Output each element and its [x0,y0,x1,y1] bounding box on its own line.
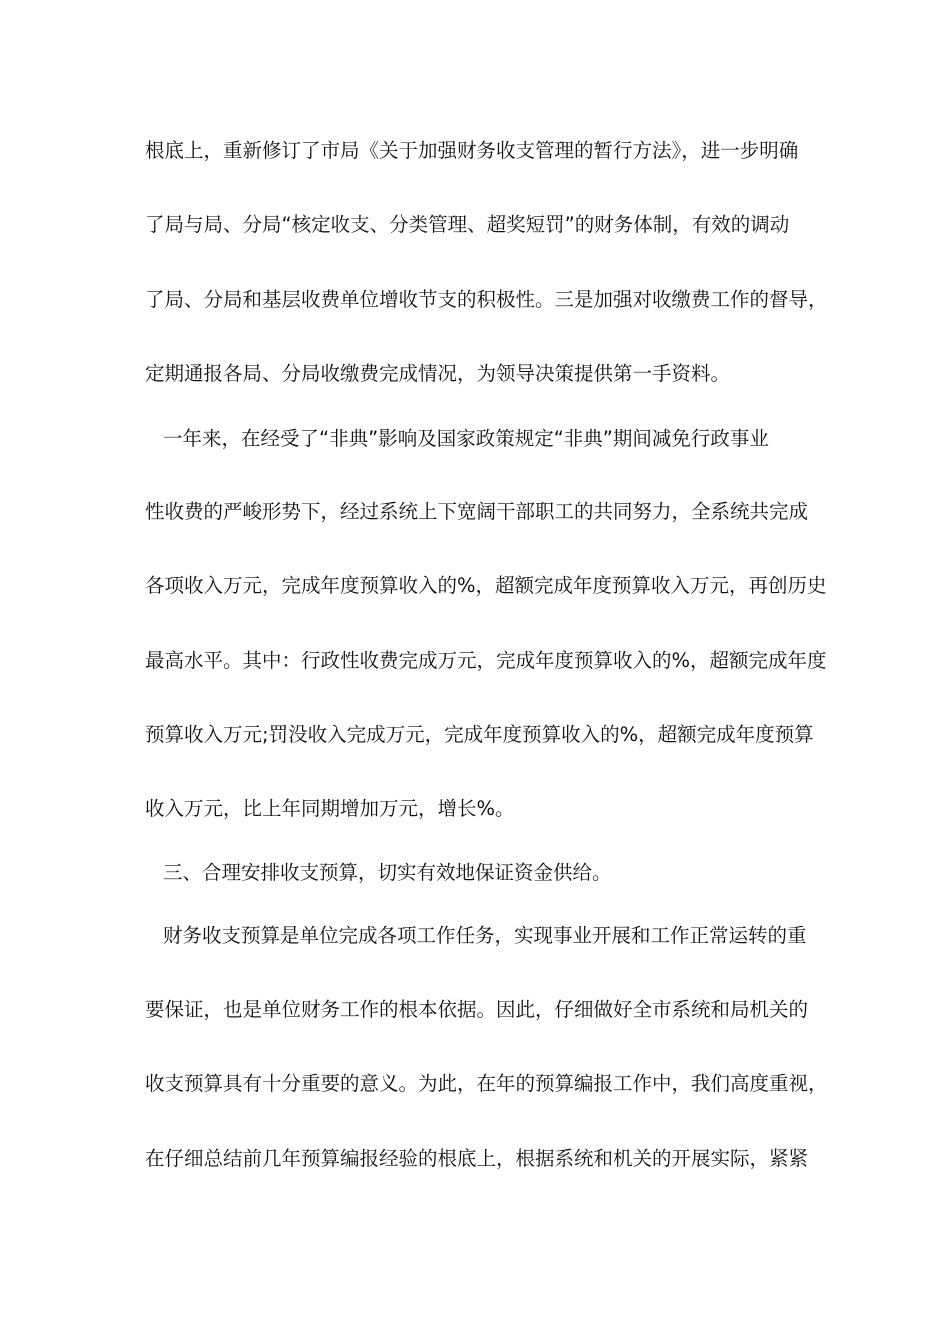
text-line: 财务收支预算是单位完成各项工作任务，实现事业开展和工作正常运转的重 [163,924,807,947]
paragraph-start-line [145,923,845,949]
text-line: 在仔细总结前几年预算编报经验的根底上，根据系统和机关的开展实际，紧紧 [145,1147,809,1170]
section-heading-line [145,860,845,886]
text-line: 了局、分局和基层收费单位增收节支的积极性。三是加强对收缴费工作的督导， [145,288,828,311]
paragraph-start-line [145,426,845,452]
text-line: 一年来，在经受了“非典”影响及国家政策规定“非典”期间减免行政事业 [163,427,769,450]
text-line: 最高水平。其中：行政性收费完成万元，完成年度预算收入的%，超额完成年度 [145,649,827,672]
text-line: 预算收入万元;罚没收入完成万元，完成年度预算收入的%，超额完成年度预算 [145,723,814,746]
section-heading: 三、合理安排收支预算，切实有效地保证资金供给。 [163,861,612,884]
text-line: 性收费的严峻形势下，经过系统上下宽阔干部职工的共同努力，全系统共完成 [145,500,809,523]
text-line: 了局与局、分局“核定收支、分类管理、超奖短罚”的财务体制，有效的调动 [145,213,790,236]
text-line: 定期通报各局、分局收缴费完成情况，为领导决策提供第一手资料。 [145,362,731,385]
text-line: 根底上，重新修订了市局《关于加强财务收支管理的暂行方法》，进一步明确 [145,139,799,162]
text-line: 要保证，也是单位财务工作的根本依据。因此，仔细做好全市系统和局机关的 [145,998,809,1021]
text-line: 收入万元，比上年同期增加万元，增长%。 [145,797,515,820]
text-line: 收支预算具有十分重要的意义。为此，在年的预算编报工作中，我们高度重视， [145,1072,828,1095]
text-line: 各项收入万元，完成年度预算收入的%，超额完成年度预算收入万元，再创历史 [145,574,827,597]
